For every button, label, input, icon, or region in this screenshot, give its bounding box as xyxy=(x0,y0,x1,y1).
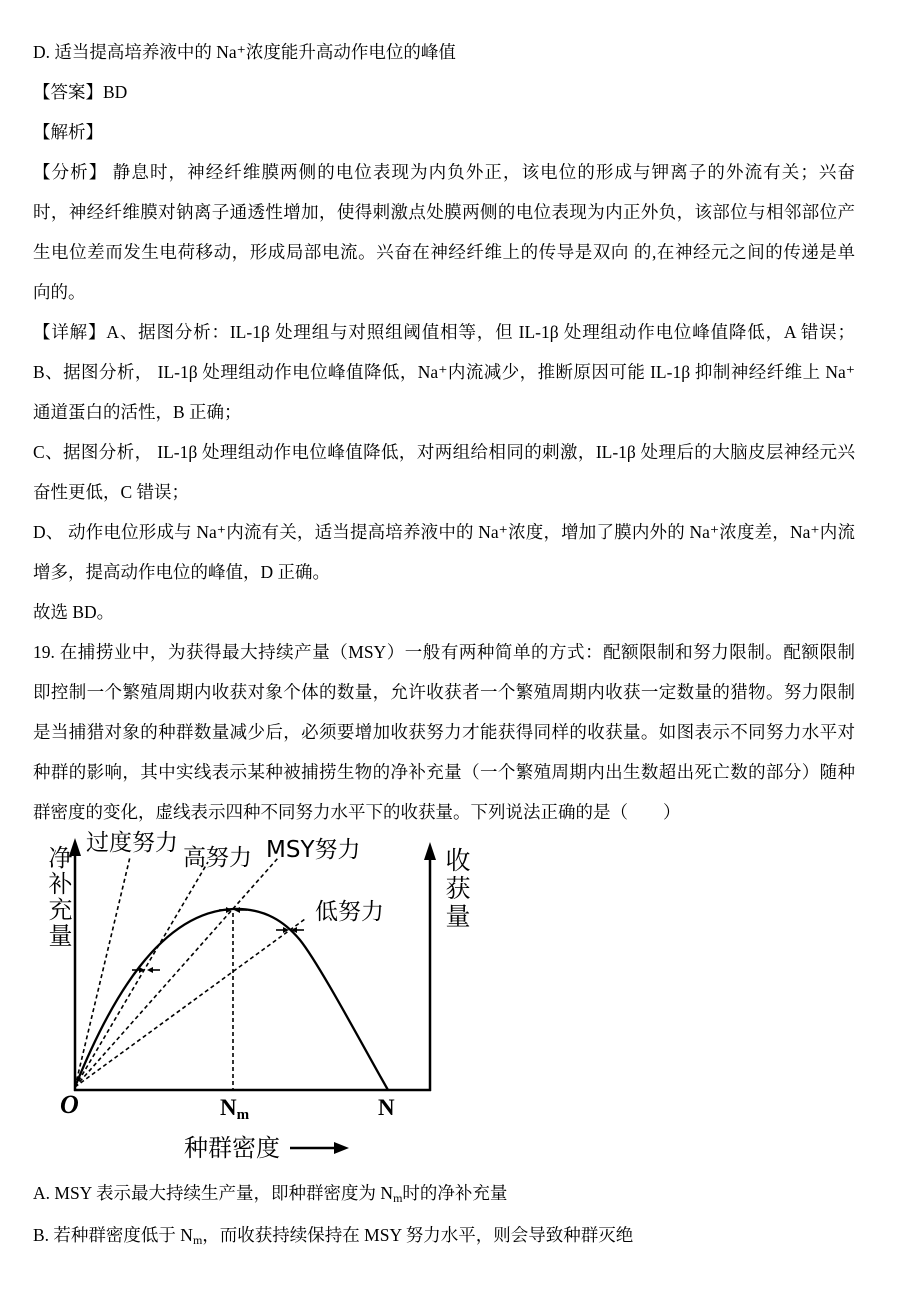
option-b-text: B. 若种群密度低于 N xyxy=(33,1225,193,1245)
x-direction-arrowhead xyxy=(334,1142,349,1154)
x-axis-label: 种群密度 xyxy=(184,1134,280,1162)
marker-arrowhead xyxy=(147,967,153,973)
right-y-axis-arrowhead xyxy=(424,842,436,860)
detail-line: 通道蛋白的活性，B 正确； xyxy=(33,402,242,422)
previous-option-d: D. 适当提高培养液中的 Na⁺浓度能升高动作电位的峰值 xyxy=(33,42,456,62)
msy-effort-line xyxy=(75,858,278,1087)
option-b xyxy=(33,1215,855,1255)
option-a xyxy=(33,1173,855,1213)
excessive-effort-label: 过度努力 xyxy=(86,830,178,856)
question-stem-line: 种群的影响，其中实线表示某种被捕捞生物的净补充量（一个繁殖周期内出生数超出死亡数的部分）随种 xyxy=(33,762,855,782)
detail-line: D、 动作电位形成与 Na⁺内流有关，适当提高培养液中的 Na⁺浓度，增加了膜内外的 Na⁺浓度差，Na⁺内流 xyxy=(33,522,855,542)
analysis-line: 【分析】 静息时，神经纤维膜两侧的电位表现为内负外正，该电位的形成与钾离子的外流有关；兴奋 xyxy=(33,162,855,182)
analysis-line: 时，神经纤维膜对钠离子通透性增加，使得刺激点处膜两侧的电位表现为内正外负，该部位与相邻部位产 xyxy=(33,202,855,222)
question-stem-line: 即控制一个繁殖周期内收获对象个体的数量，允许收获者一个繁殖周期内收获一定数量的猎物。努力限制 xyxy=(33,682,855,702)
analysis-line: 生电位差而发生电荷移动，形成局部电流。兴奋在神经纤维上的传导是双向 的,在神经元之间的传递是单 xyxy=(33,242,855,262)
net-recruitment-curve xyxy=(75,909,388,1090)
low-effort-label: 低努力 xyxy=(315,899,384,925)
option-a-text-end: 时的净补充量 xyxy=(402,1183,508,1203)
conclusion-line: 故选 BD。 xyxy=(33,602,115,622)
option-b-text-end: ，而收获持续保持在 MSY 努力水平，则会导致种群灭绝 xyxy=(202,1225,634,1245)
msy-effort-diagram xyxy=(0,830,500,1175)
low-effort-line xyxy=(75,919,305,1087)
right-axis-label: 收获量 xyxy=(442,847,471,931)
left-axis-label: 净补充量 xyxy=(44,845,72,949)
question-stem-line: 群密度的变化，虚线表示四种不同努力水平下的收获量。下列说法正确的是（ ） xyxy=(33,802,681,822)
nm-mark-subscript: m xyxy=(236,1107,250,1123)
analysis-line: 向的。 xyxy=(33,282,86,302)
option-a-text: A. MSY 表示最大持续生产量，即种群密度为 N xyxy=(33,1183,394,1203)
analysis-heading: 【解析】 xyxy=(33,122,103,142)
detail-line: 增多，提高动作电位的峰值，D 正确。 xyxy=(33,562,331,582)
origin-label: O xyxy=(60,1090,79,1119)
detail-line: 奋性更低，C 错误； xyxy=(33,482,190,502)
high-effort-line xyxy=(75,862,208,1087)
answer-line: 【答案】BD xyxy=(33,82,128,102)
document-text-block xyxy=(33,32,855,832)
n-mark: N xyxy=(378,1095,395,1120)
option-a-subscript: m xyxy=(393,1191,403,1205)
detail-line: C、据图分析， IL-1β 处理组动作电位峰值降低，对两组给相同的刺激，IL-1β 处理后的大脑皮层神经元兴 xyxy=(33,442,855,462)
detail-line: B、据图分析， IL-1β 处理组动作电位峰值降低，Na⁺内流减少，推断原因可能 IL-1β 抑制神经纤维上 Na⁺ xyxy=(33,362,855,382)
high-effort-label: 高努力 xyxy=(183,845,252,871)
msy-effort-label: MSY努力 xyxy=(266,837,361,863)
option-b-subscript: m xyxy=(192,1233,203,1247)
detail-line: 【详解】A、据图分析：IL-1β 处理组与对照组阈值相等，但 IL-1β 处理组动作电位峰值降低，A 错误； xyxy=(33,322,855,342)
nm-mark-main: N xyxy=(220,1095,237,1120)
question-stem-line: 19. 在捕捞业中，为获得最大持续产量（MSY）一般有两种简单的方式：配额限制和努力限制。配额限制 xyxy=(33,642,855,662)
question-stem-line: 是当捕猎对象的种群数量减少后，必须要增加收获努力才能获得同样的收获量。如图表示不同努力水平对 xyxy=(33,722,855,742)
nm-mark xyxy=(220,1095,250,1123)
